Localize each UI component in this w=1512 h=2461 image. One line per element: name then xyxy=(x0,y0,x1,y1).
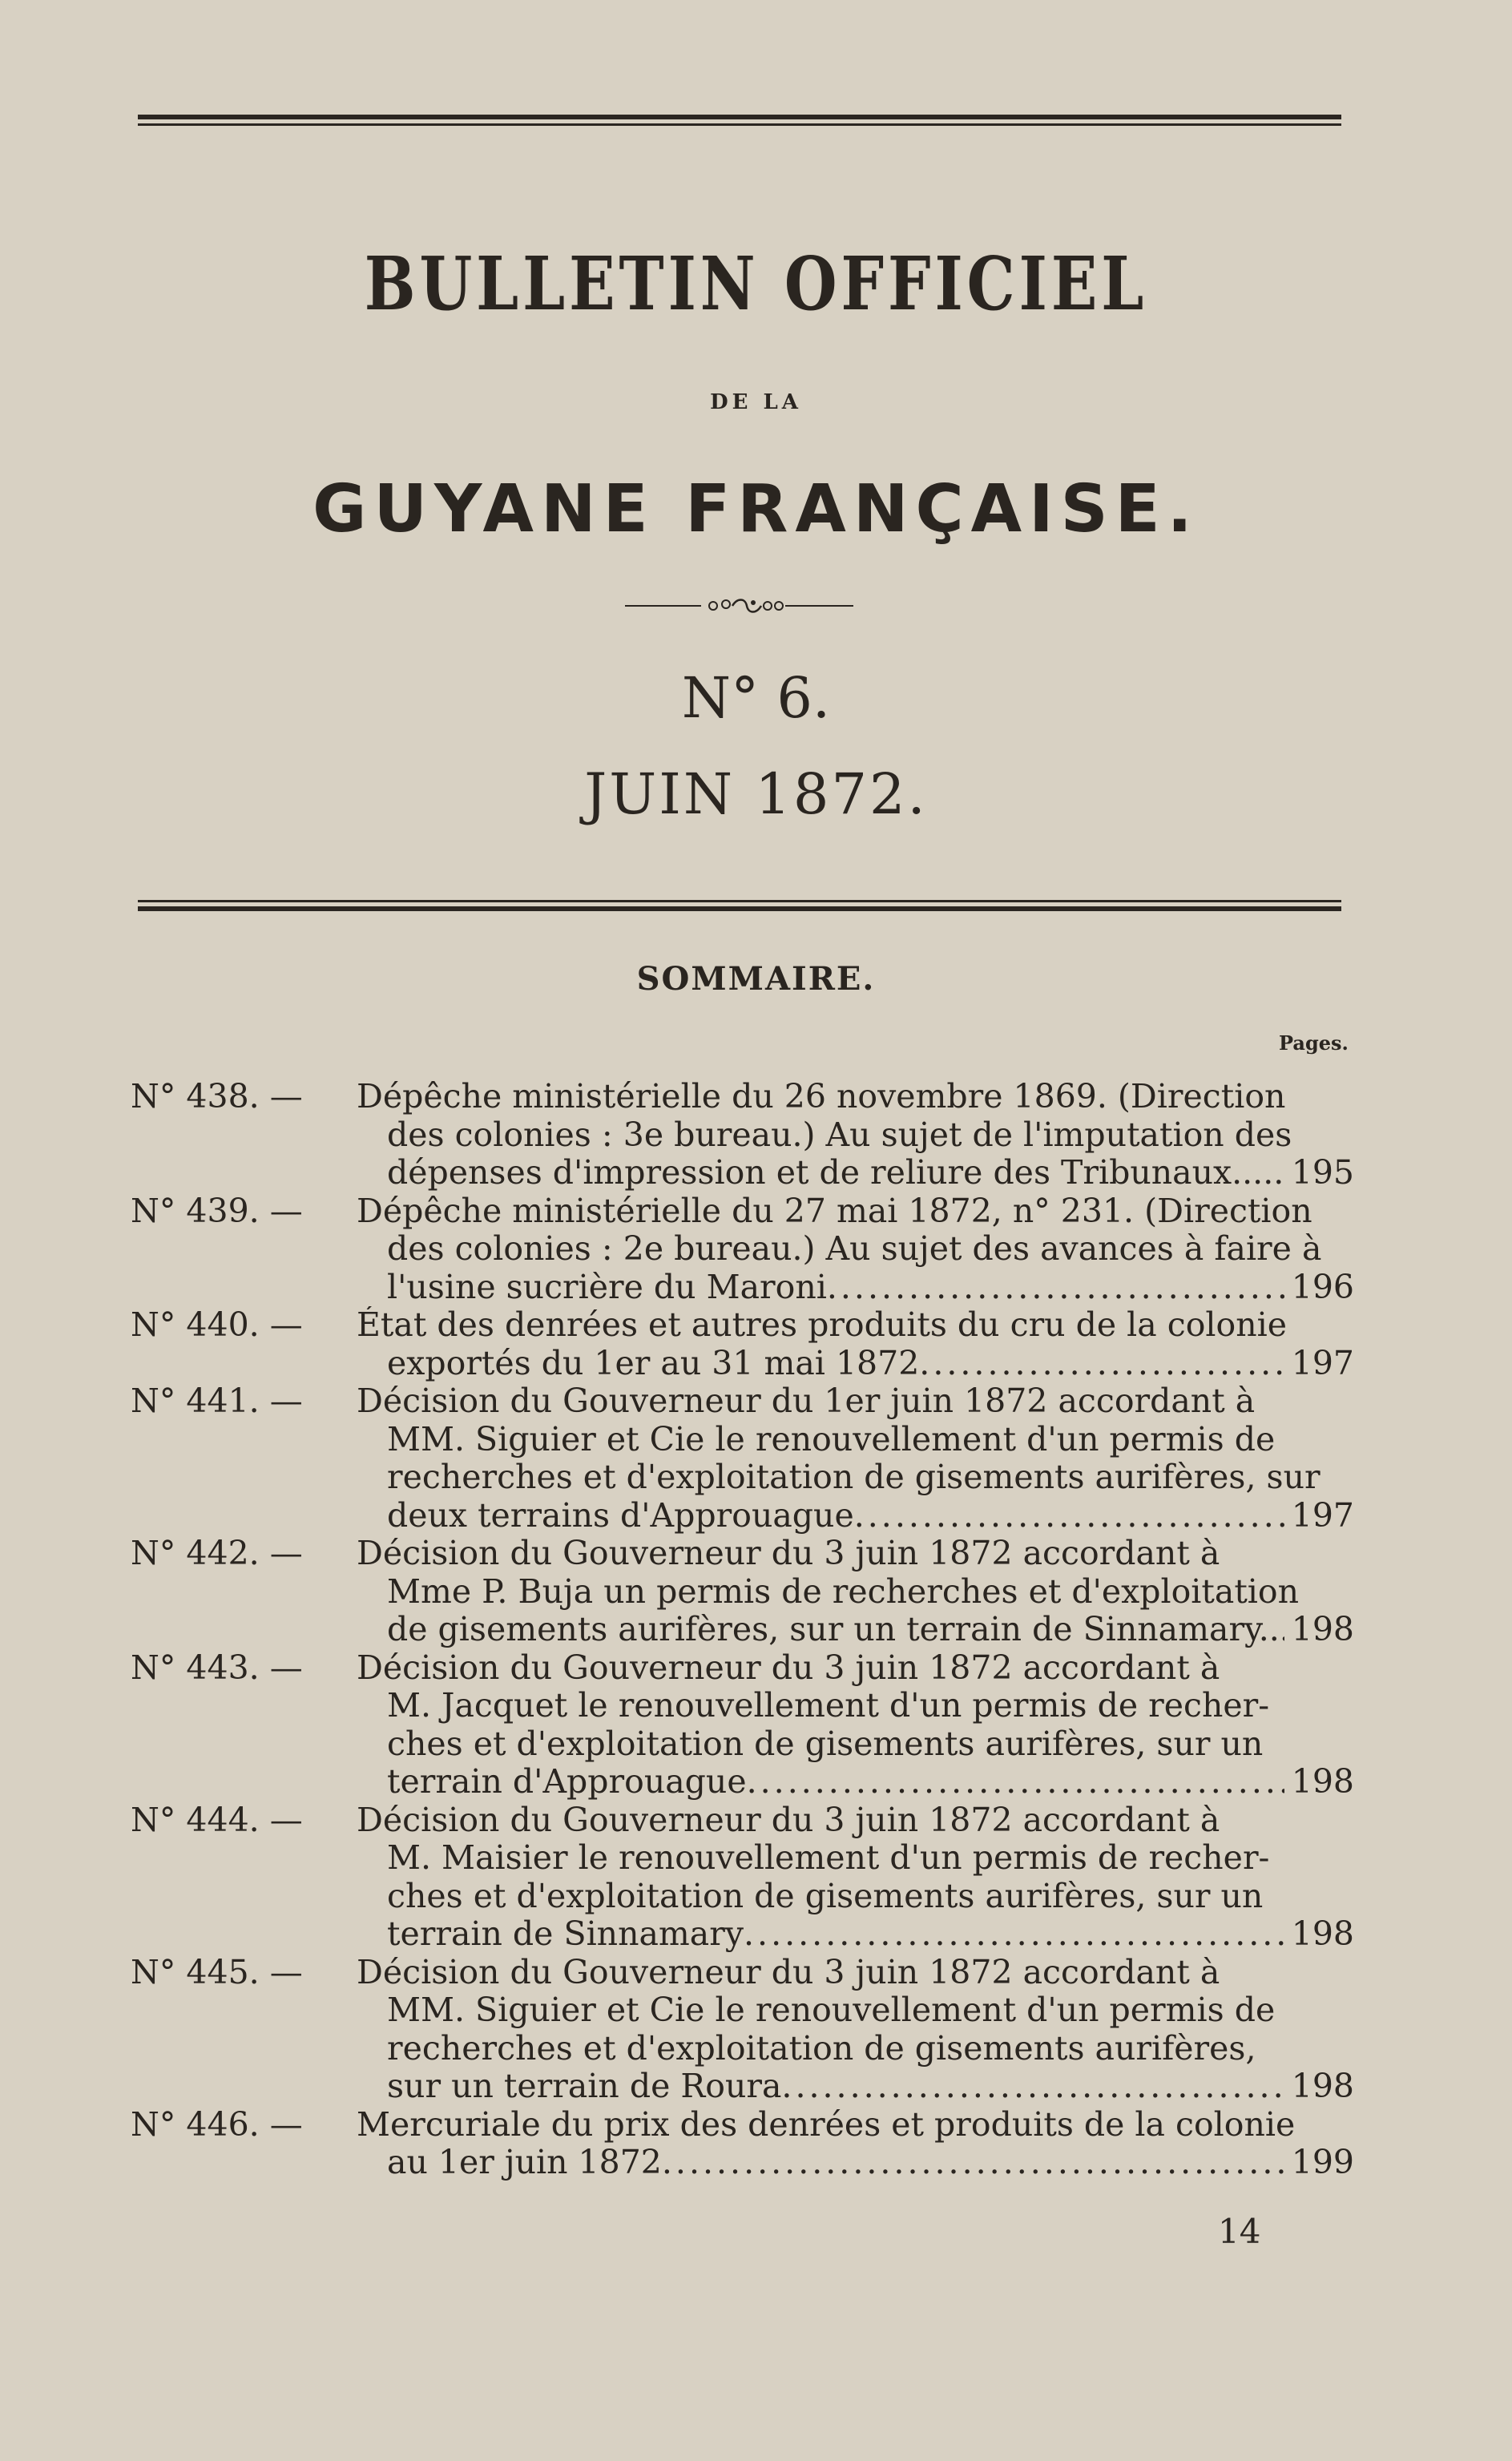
title-connector: DE LA xyxy=(710,390,802,414)
toc-line xyxy=(131,1078,1353,1116)
folio-number: 14 xyxy=(1218,2212,1261,2251)
entry-text: Décision du Gouverneur du 3 juin 1872 accordant à xyxy=(357,1801,1220,1839)
entry-text: Décision du Gouverneur du 3 juin 1872 accordant à xyxy=(357,1648,1220,1687)
toc-line xyxy=(131,1687,1353,1725)
entry-page: 198 xyxy=(1291,1610,1354,1648)
entry-number: N° 439. — xyxy=(131,1191,303,1230)
entry-number: N° 442. — xyxy=(131,1534,303,1572)
entry-text: Décision du Gouverneur du 3 juin 1872 accordant à xyxy=(357,1535,1220,1572)
toc-line xyxy=(131,1269,1353,1307)
entry-text: des colonies : 3e bureau.) Au sujet de l'imputation des xyxy=(387,1116,1292,1154)
entry-text: M. Maisier le renouvellement d'un permis de recher- xyxy=(387,1839,1270,1877)
entry-text: Dépêche ministérielle du 27 mai 1872, n° 231. (Direction xyxy=(357,1192,1312,1230)
entry-text: ches et d'exploitation de gisements aurifères, sur un xyxy=(387,1877,1264,1915)
dot-leader xyxy=(827,1269,1284,1307)
toc-line xyxy=(131,1763,1353,1801)
toc-line xyxy=(131,1345,1353,1383)
dot-leader xyxy=(662,2144,1284,2182)
entry-page: 196 xyxy=(1291,1267,1354,1306)
toc-line xyxy=(131,1116,1353,1155)
toc-line xyxy=(131,1458,1353,1497)
toc-line xyxy=(131,1954,1353,1992)
entry-page: 198 xyxy=(1291,2067,1354,2105)
entry-text: dépenses d'impression et de reliure des Tribunaux.... xyxy=(387,1154,1274,1192)
toc-entry xyxy=(131,2106,1353,2182)
entry-number: N° 443. — xyxy=(131,1648,303,1687)
toc-entry xyxy=(131,1801,1353,1954)
toc-line xyxy=(131,1306,1353,1345)
toc-line xyxy=(131,2068,1353,2106)
bulletin-title: BULLETIN OFFICIEL xyxy=(364,240,1148,327)
entry-text: Dépêche ministérielle du 26 novembre 1869. (Direction xyxy=(357,1078,1286,1116)
dot-leader xyxy=(747,1763,1284,1801)
entry-page: 198 xyxy=(1291,1762,1354,1801)
entry-page: 199 xyxy=(1291,2143,1354,2181)
toc-line xyxy=(131,1878,1353,1916)
toc-line xyxy=(131,1497,1353,1535)
entry-number: N° 445. — xyxy=(131,1952,303,1991)
toc-entry xyxy=(131,1954,1353,2106)
toc-line xyxy=(131,1801,1353,1840)
dot-leader xyxy=(854,1497,1284,1535)
entry-text: terrain d'Approuague xyxy=(387,1763,747,1801)
table-of-contents xyxy=(131,1078,1353,2182)
issue-number: N° 6. xyxy=(681,665,831,731)
entry-text: Décision du Gouverneur du 1er juin 1872 accordant à xyxy=(357,1382,1256,1420)
entry-page: 197 xyxy=(1291,1343,1354,1382)
entry-number: N° 444. — xyxy=(131,1800,303,1839)
entry-text: MM. Siguier et Cie le renouvellement d'un permis de xyxy=(387,1420,1276,1458)
entry-text: Décision du Gouverneur du 3 juin 1872 accordant à xyxy=(357,1953,1220,1991)
entry-number: N° 446. — xyxy=(131,2104,303,2144)
toc-entry xyxy=(131,1306,1353,1382)
sommaire-heading: SOMMAIRE. xyxy=(636,960,876,998)
entry-text: exportés du 1er au 31 mai 1872 xyxy=(387,1344,920,1382)
entry-text: recherches et d'exploitation de gisements aurifères, sur xyxy=(387,1458,1320,1496)
toc-line xyxy=(131,1611,1353,1649)
top-rule xyxy=(138,115,1341,126)
entry-text: terrain de Sinnamary xyxy=(387,1915,744,1953)
toc-line xyxy=(131,1382,1353,1421)
toc-line xyxy=(131,1192,1353,1231)
toc-line xyxy=(131,1154,1353,1192)
toc-line xyxy=(131,1915,1353,1954)
entry-text: deux terrains d'Approuague xyxy=(387,1496,854,1535)
entry-text: ches et d'exploitation de gisements aurifères, sur un xyxy=(387,1725,1264,1763)
toc-line xyxy=(131,2106,1353,2144)
entry-text: sur un terrain de Roura xyxy=(387,2068,782,2105)
toc-line xyxy=(131,1649,1353,1688)
entry-number: N° 441. — xyxy=(131,1382,303,1420)
entry-text: Mme P. Buja un permis de recherches et d'exploitation xyxy=(387,1572,1300,1611)
toc-entry xyxy=(131,1382,1353,1535)
toc-line xyxy=(131,1839,1353,1878)
toc-line xyxy=(131,2030,1353,2068)
entry-text: Mercuriale du prix des denrées et produits de la colonie xyxy=(357,2105,1296,2144)
dot-leader xyxy=(919,1345,1284,1383)
toc-line xyxy=(131,1421,1353,1459)
toc-line xyxy=(131,1535,1353,1573)
issue-date: JUIN 1872. xyxy=(584,761,928,827)
entry-number: N° 438. — xyxy=(131,1077,303,1116)
ornament-divider xyxy=(625,596,853,615)
toc-line xyxy=(131,2144,1353,2182)
toc-entry xyxy=(131,1649,1353,1801)
entry-page: 198 xyxy=(1291,1914,1354,1953)
toc-line xyxy=(131,1991,1353,2030)
entry-text: l'usine sucrière du Maroni xyxy=(387,1268,827,1306)
section-rule xyxy=(138,900,1341,911)
pages-column-label: Pages. xyxy=(1279,1031,1349,1055)
toc-entry xyxy=(131,1078,1353,1192)
entry-number: N° 440. — xyxy=(131,1305,303,1344)
toc-line xyxy=(131,1725,1353,1764)
dot-leader xyxy=(781,2068,1284,2106)
dot-leader xyxy=(744,1915,1284,1954)
entry-page: 197 xyxy=(1291,1495,1354,1535)
entry-text: des colonies : 2e bureau.) Au sujet des avances à faire à xyxy=(387,1230,1322,1268)
toc-line xyxy=(131,1573,1353,1612)
toc-line xyxy=(131,1230,1353,1269)
colony-title: GUYANE FRANÇAISE. xyxy=(312,471,1200,547)
entry-text: de gisements aurifères, sur un terrain de Sinnamary.. xyxy=(387,1611,1280,1648)
entry-text: recherches et d'exploitation de gisements aurifères, xyxy=(387,2029,1256,2068)
entry-text: M. Jacquet le renouvellement d'un permis de recher- xyxy=(387,1687,1270,1725)
toc-entry xyxy=(131,1535,1353,1649)
entry-text: État des denrées et autres produits du cru de la colonie xyxy=(357,1306,1287,1344)
entry-text: au 1er juin 1872 xyxy=(387,2144,662,2181)
toc-entry xyxy=(131,1192,1353,1307)
entry-text: MM. Siguier et Cie le renouvellement d'un permis de xyxy=(387,1991,1276,2029)
entry-page: 195 xyxy=(1291,1153,1354,1192)
